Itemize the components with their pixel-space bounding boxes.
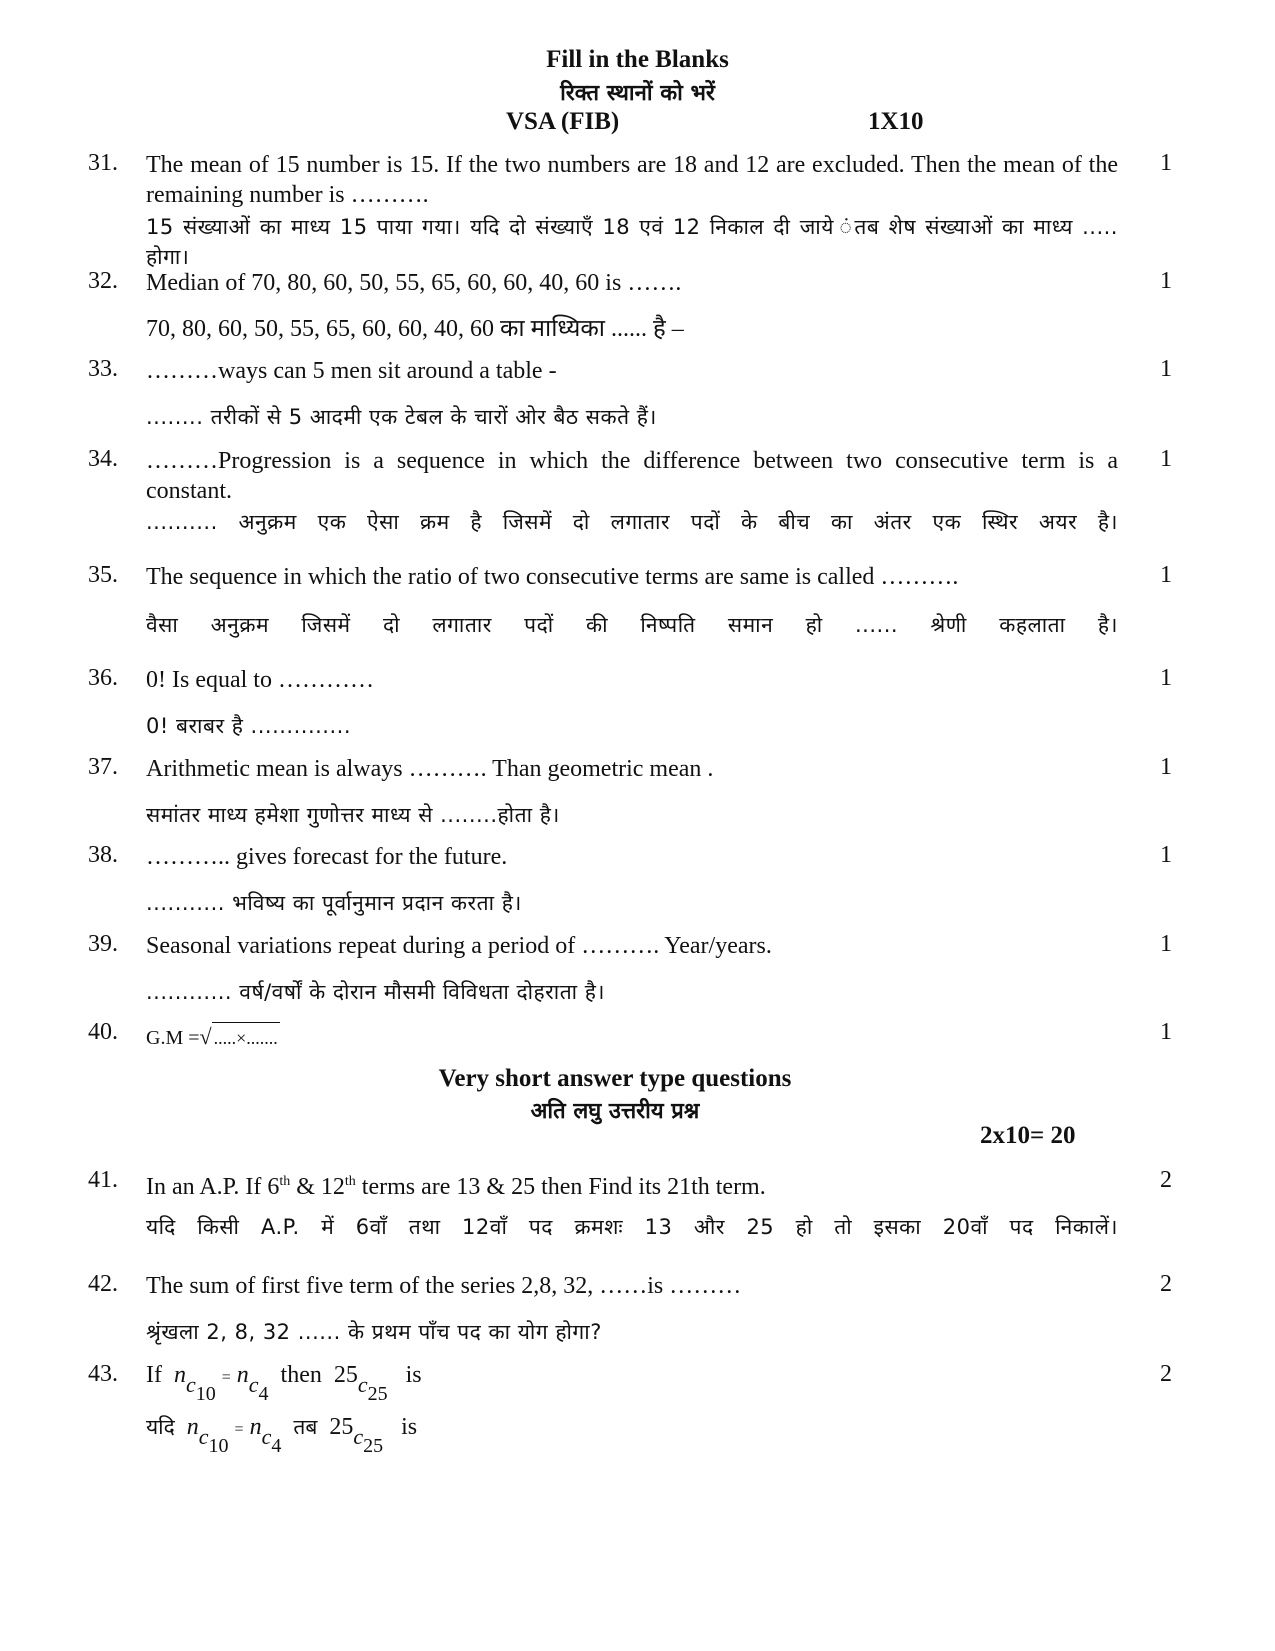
question-number: 41. bbox=[88, 1167, 118, 1193]
question-number: 34. bbox=[88, 446, 118, 472]
question-text-hi: श्रृंखला 2, 8, 32 ...... के प्रथम पाँच पद का योग होगा? bbox=[146, 1320, 602, 1344]
question-number: 35. bbox=[88, 562, 118, 588]
question-text-en: ………Progression is a sequence in which the difference between two consecutive term is a constant. bbox=[146, 448, 1118, 504]
var-n: n bbox=[249, 1414, 262, 1440]
question-text-en: The sum of first five term of the series 2,8, 32, ……is ……… bbox=[146, 1273, 742, 1299]
num-25: 25 bbox=[333, 1362, 358, 1388]
question-marks: 1 bbox=[1160, 446, 1172, 472]
question-number: 32. bbox=[88, 268, 118, 294]
equals-sign: = bbox=[234, 1421, 244, 1438]
if-word-hi: यदि bbox=[146, 1415, 175, 1439]
question-text-hi: 70, 80, 60, 50, 55, 65, 60, 60, 40, 60 का माध्यिका ...... है – bbox=[146, 316, 684, 342]
var-c: c bbox=[185, 1372, 196, 1397]
section-marks: 1X10 bbox=[868, 108, 924, 135]
question-marks: 2 bbox=[1160, 1271, 1172, 1297]
ncr-expression bbox=[249, 1414, 282, 1457]
question-text-hi: 0! बराबर है .............. bbox=[146, 714, 352, 738]
question-text-hi: ........ तरीकों से 5 आदमी एक टेबल के चारों ओर बैठ सकते हैं। bbox=[146, 405, 657, 429]
question-marks: 1 bbox=[1160, 842, 1172, 868]
question-marks: 1 bbox=[1160, 665, 1172, 691]
q41-text-a: In an A.P. If 6 bbox=[146, 1174, 280, 1200]
section-label: VSA (FIB) bbox=[506, 108, 620, 135]
superscript: th bbox=[279, 1174, 291, 1189]
section-title-en: Fill in the Blanks bbox=[546, 46, 729, 73]
equals-sign: = bbox=[221, 1369, 231, 1386]
question-number: 42. bbox=[88, 1271, 118, 1297]
section-title-hi: रिक्त स्थानों को भरें bbox=[560, 81, 715, 106]
question-text-hi: .......... अनुक्रम एक ऐसा क्रम है जिसमें दो लगातार पदों के बीच का अंतर एक स्थिर अयर है। bbox=[146, 510, 1118, 534]
section2-title-en: Very short answer type questions bbox=[438, 1065, 792, 1092]
question-marks: 1 bbox=[1160, 754, 1172, 780]
gm-radicand: .....×....... bbox=[212, 1022, 280, 1053]
gm-formula bbox=[146, 1022, 1118, 1053]
section2-title-hi: अति लघु उत्तरीय प्रश्न bbox=[530, 1099, 700, 1124]
question-marks: 2 bbox=[1160, 1361, 1172, 1387]
question-text-hi: यदि किसी A.P. में 6वाँ तथा 12वाँ पद क्रमशः 13 और 25 हो तो इसका 20वाँ पद निकालें। bbox=[146, 1215, 1118, 1239]
question-number: 43. bbox=[88, 1361, 118, 1387]
question-marks: 2 bbox=[1160, 1167, 1172, 1193]
sub-10: 10 bbox=[195, 1383, 216, 1405]
then-word: then bbox=[280, 1362, 322, 1388]
question-number: 37. bbox=[88, 754, 118, 780]
question-text-en: The mean of 15 number is 15. If the two numbers are 18 and 12 are excluded. Then the mean of the remaining number is ………. bbox=[146, 152, 1118, 208]
question-text-en: ……….. gives forecast for the future. bbox=[146, 844, 508, 870]
question-marks: 1 bbox=[1160, 268, 1172, 294]
var-c: c bbox=[261, 1424, 272, 1449]
question-number: 40. bbox=[88, 1019, 118, 1045]
num-25: 25 bbox=[329, 1414, 354, 1440]
question-text-en: The sequence in which the ratio of two consecutive terms are same is called ………. bbox=[146, 564, 959, 590]
question-text-en: 0! Is equal to ………… bbox=[146, 667, 374, 693]
question-text-en: ………ways can 5 men sit around a table - bbox=[146, 358, 557, 384]
var-c: c bbox=[353, 1424, 364, 1449]
question-text-hi bbox=[146, 1412, 1118, 1461]
section2-marks: 2x10= 20 bbox=[980, 1122, 1076, 1149]
question-text-hi: 15 संख्याओं का माध्य 15 पाया गया। यदि दो संख्याएँ 18 एवं 12 निकाल दी जाये ंतब शेष संख्याओं का माध्य ..... होगा। bbox=[146, 215, 1118, 269]
sub-4: 4 bbox=[271, 1435, 282, 1457]
question-marks: 1 bbox=[1160, 931, 1172, 957]
superscript: th bbox=[344, 1174, 356, 1189]
question-marks: 1 bbox=[1160, 150, 1172, 176]
sub-25: 25 bbox=[367, 1383, 388, 1405]
ncr-expression bbox=[173, 1362, 216, 1405]
question-number: 31. bbox=[88, 150, 118, 176]
var-n: n bbox=[186, 1414, 199, 1440]
question-marks: 1 bbox=[1160, 1019, 1172, 1045]
then-word-hi: तब bbox=[293, 1415, 318, 1439]
sqrt-sign: √ bbox=[199, 1024, 212, 1049]
question-text-hi: वैसा अनुक्रम जिसमें दो लगातार पदों की निष्पति समान हो ...... श्रेणी कहलाता है। bbox=[146, 613, 1118, 637]
question-text-en: Median of 70, 80, 60, 50, 55, 65, 60, 60, 40, 60 is ……. bbox=[146, 270, 682, 296]
is-word: is bbox=[405, 1362, 422, 1388]
question-text-en: Seasonal variations repeat during a period of ………. Year/years. bbox=[146, 933, 772, 959]
question-text-hi: समांतर माध्य हमेशा गुणोत्तर माध्य से ........होता है। bbox=[146, 803, 560, 827]
sub-10: 10 bbox=[208, 1435, 229, 1457]
question-text-hi: ........... भविष्य का पूर्वानुमान प्रदान करता है। bbox=[146, 891, 522, 915]
question-number: 36. bbox=[88, 665, 118, 691]
question-text-en bbox=[146, 1360, 1118, 1409]
var-c: c bbox=[198, 1424, 209, 1449]
ncr-expression bbox=[186, 1414, 229, 1457]
var-c: c bbox=[248, 1372, 259, 1397]
var-c: c bbox=[357, 1372, 368, 1397]
q41-text-b: & 12 bbox=[290, 1174, 345, 1200]
question-text-hi: ............ वर्ष/वर्षों के दोरान मौसमी विविधता दोहराता है। bbox=[146, 980, 605, 1004]
gm-label: G.M = bbox=[146, 1027, 200, 1049]
question-marks: 1 bbox=[1160, 356, 1172, 382]
var-n: n bbox=[173, 1362, 186, 1388]
question-number: 33. bbox=[88, 356, 118, 382]
question-text-en bbox=[146, 1167, 1118, 1202]
sub-25: 25 bbox=[363, 1435, 384, 1457]
question-text-en: Arithmetic mean is always ………. Than geometric mean . bbox=[146, 756, 714, 782]
question-number: 38. bbox=[88, 842, 118, 868]
if-word: If bbox=[146, 1362, 162, 1388]
is-word: is bbox=[401, 1414, 418, 1440]
q41-text-c: terms are 13 & 25 then Find its 21th term. bbox=[355, 1174, 766, 1200]
ncr-expression bbox=[236, 1362, 269, 1405]
question-marks: 1 bbox=[1160, 562, 1172, 588]
sub-4: 4 bbox=[258, 1383, 269, 1405]
var-n: n bbox=[236, 1362, 249, 1388]
question-number: 39. bbox=[88, 931, 118, 957]
